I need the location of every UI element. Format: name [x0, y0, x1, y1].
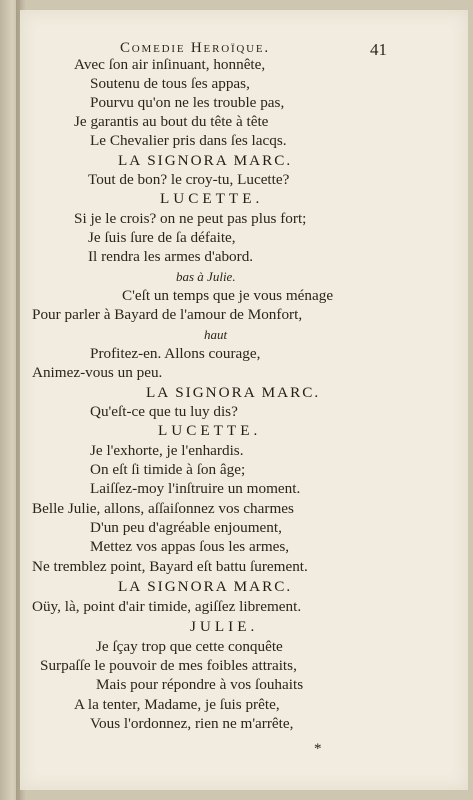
verse-line: Qu'eſt-ce que tu luy dis? [90, 403, 238, 420]
verse-line: Je ſçay trop que cette conquête [96, 638, 283, 655]
verse-line: Laiſſez-moy l'inſtruire un moment. [90, 480, 301, 497]
speaker-name: LUCETTE. [160, 190, 264, 207]
speaker-name: LUCETTE. [158, 422, 262, 439]
speaker-name: LA SIGNORA MARC. [118, 578, 293, 595]
speaker-name: JULIE. [190, 618, 259, 635]
verse-line: On eſt ſi timide à ſon âge; [90, 461, 246, 478]
verse-line: Je garantis au bout du tête à tête [74, 113, 269, 130]
verse-line: Il rendra les armes d'abord. [88, 248, 254, 265]
verse-line: Mais pour répondre à vos ſouhaits [96, 676, 304, 693]
catchword: * [314, 741, 322, 757]
verse-line: Oüy, là, point d'air timide, agiſſez librement. [32, 598, 302, 615]
verse-line: Pour parler à Bayard de l'amour de Monfort, [32, 306, 303, 323]
page-number: 41 [370, 40, 387, 59]
verse-line: Surpaſſe le pouvoir de mes foibles attraits, [40, 657, 297, 674]
verse-line: Belle Julie, allons, aſſaiſonnez vos charmes [32, 500, 294, 517]
verse-line: Ne tremblez point, Bayard eſt battu ſurement. [32, 558, 308, 575]
verse-line: Pourvu qu'on ne les trouble pas, [90, 94, 285, 111]
stage-direction: bas à Julie. [176, 269, 236, 284]
running-title: Comedie Heroïque. [120, 40, 270, 56]
verse-line: Si je le crois? on ne peut pas plus fort; [74, 210, 307, 227]
verse-line: A la tenter, Madame, je ſuis prête, [74, 696, 280, 713]
speaker-name: LA SIGNORA MARC. [146, 384, 321, 401]
verse-line: Je l'exhorte, je l'enhardis. [90, 442, 244, 459]
verse-line: Soutenu de tous ſes appas, [90, 75, 250, 92]
verse-line: Vous l'ordonnez, rien ne m'arrête, [90, 715, 294, 732]
verse-line: Animez-vous un peu. [32, 364, 163, 381]
verse-line: Mettez vos appas ſous les armes, [90, 538, 290, 555]
verse-line: Le Chevalier pris dans ſes lacqs. [90, 132, 287, 149]
verse-line: D'un peu d'agréable enjoument, [90, 519, 282, 536]
speaker-name: LA SIGNORA MARC. [118, 152, 293, 169]
verse-line: Avec ſon air inſinuant, honnête, [74, 56, 266, 73]
verse-line: Je ſuis ſure de ſa défaite, [88, 229, 236, 246]
verse-line: Profitez-en. Allons courage, [90, 345, 261, 362]
verse-line: Tout de bon? le croy-tu, Lucette? [88, 171, 290, 188]
stage-direction: haut [204, 327, 228, 342]
verse-line: C'eſt un temps que je vous ménage [122, 287, 334, 304]
